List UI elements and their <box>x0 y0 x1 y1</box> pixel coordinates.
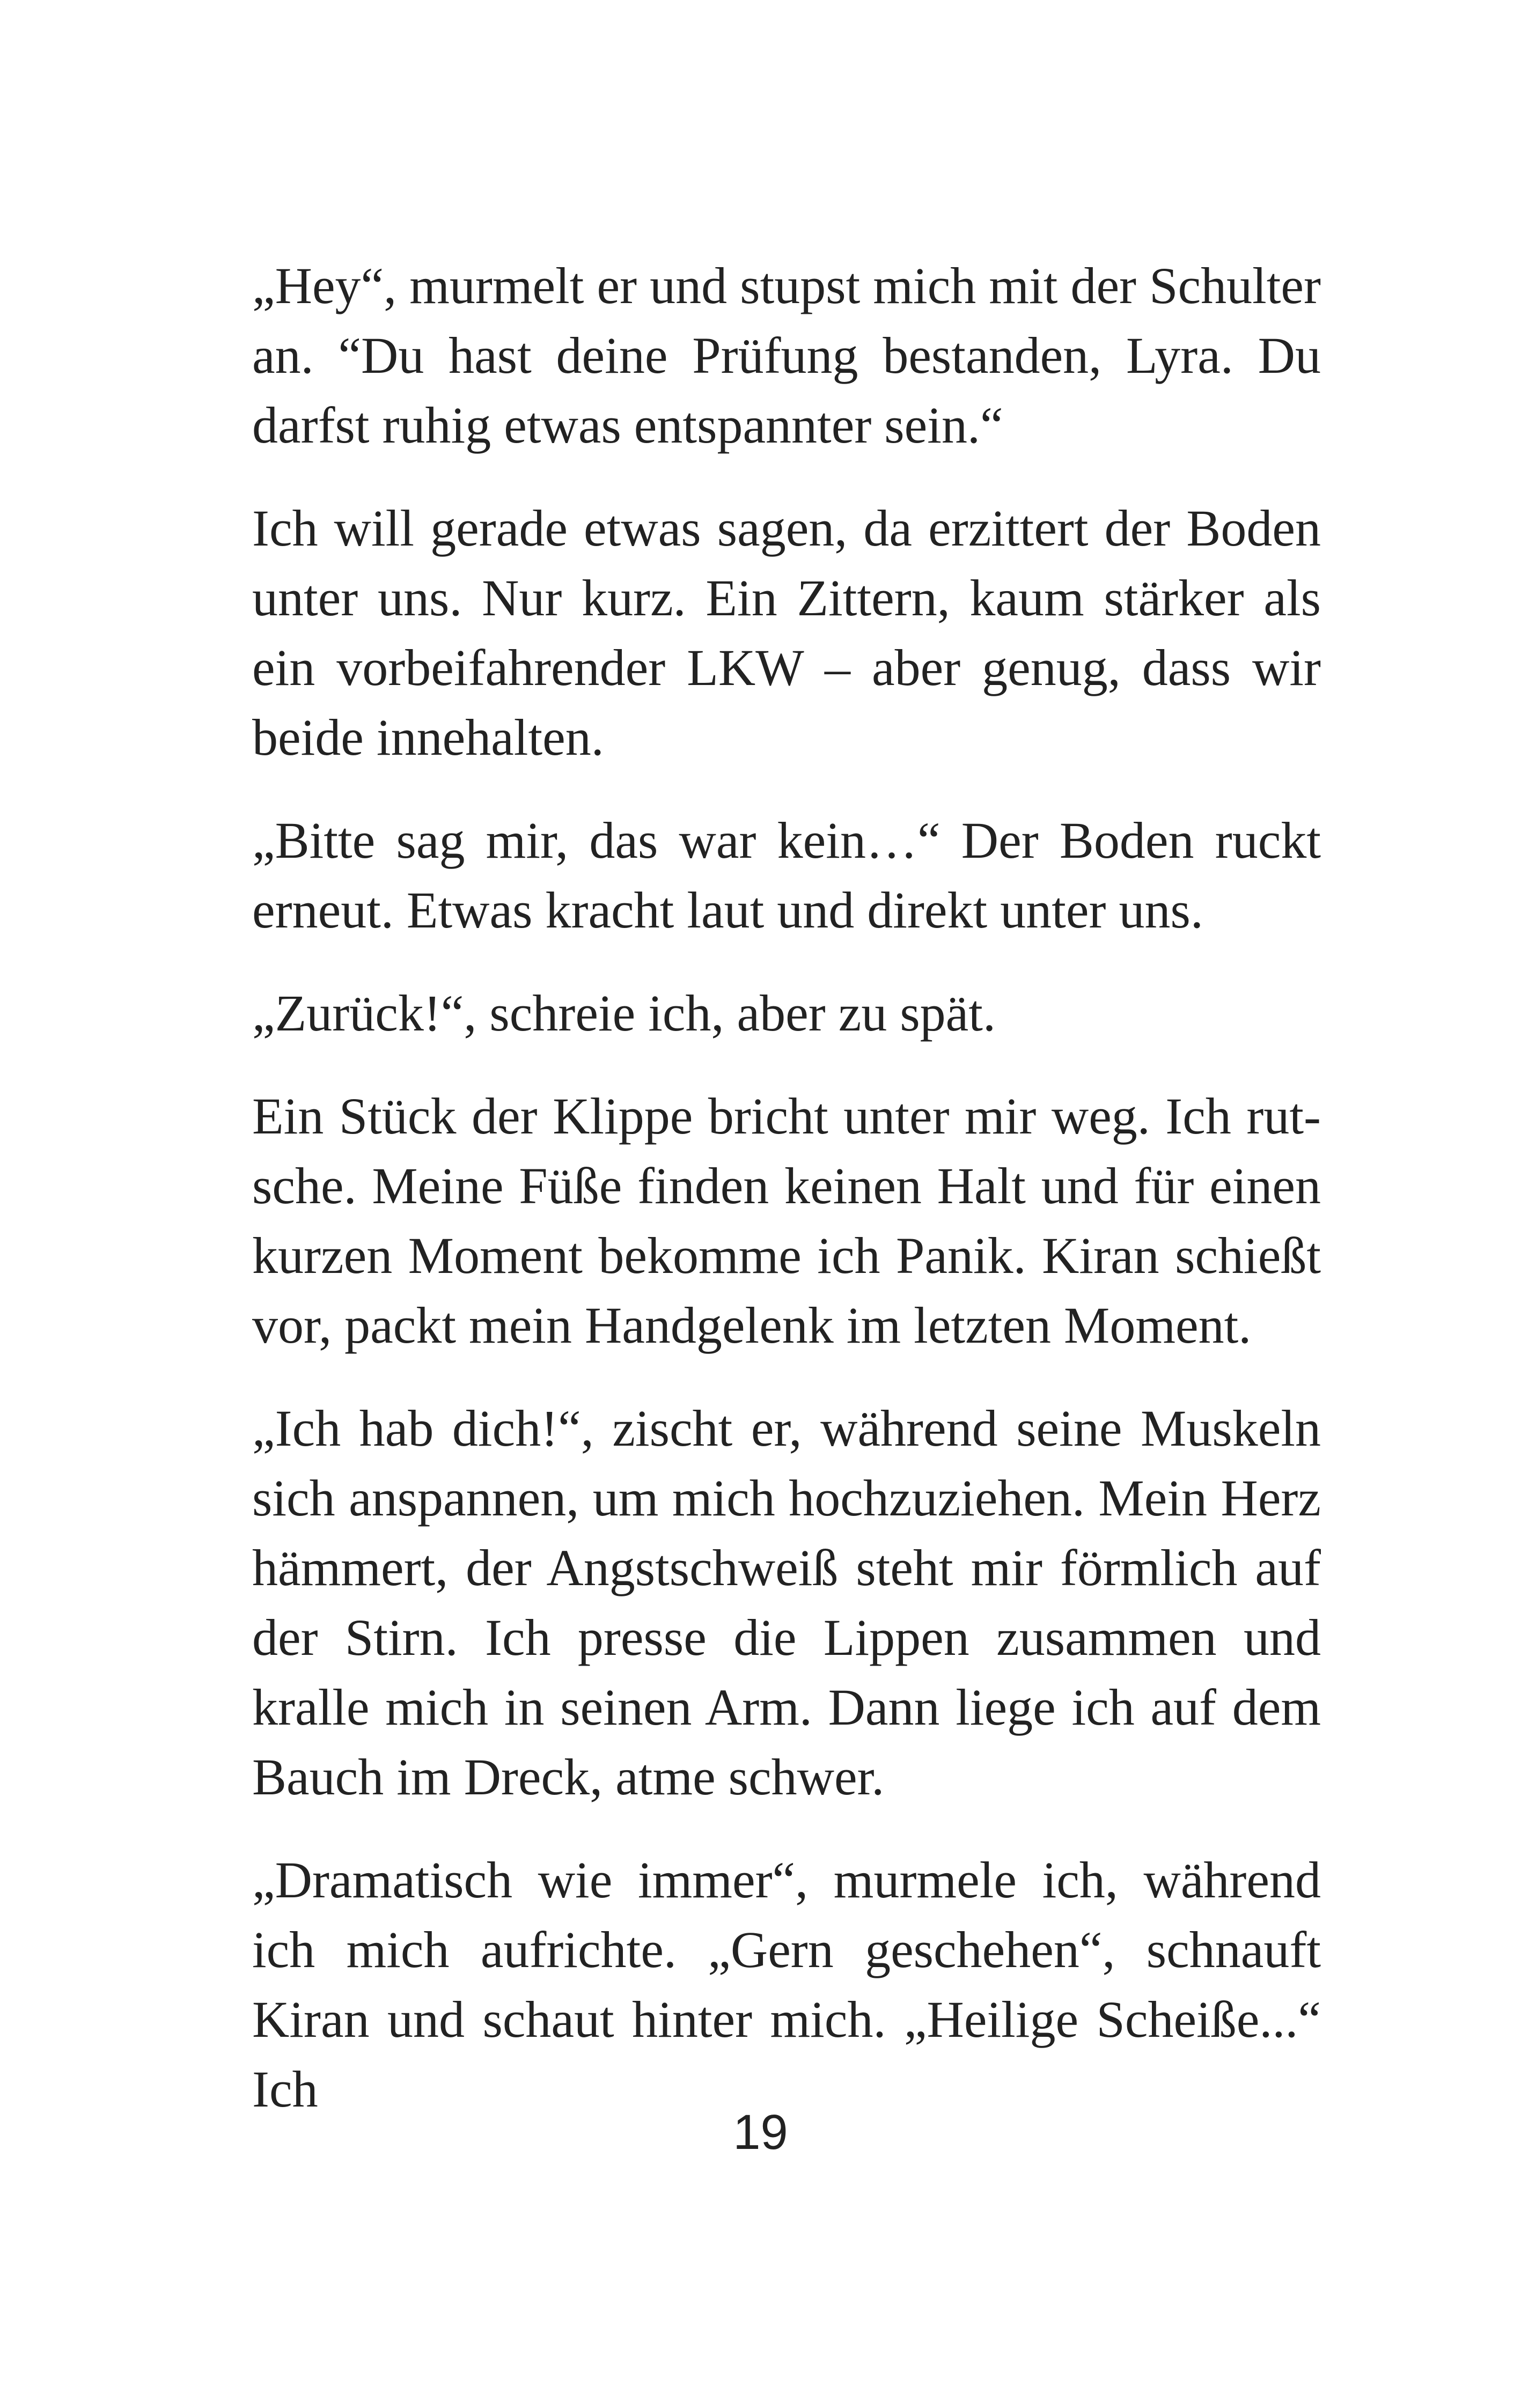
paragraph: „Ich hab dich!“, zischt er, während seine Muskeln sich anspannen, um mich hochzuziehen. Mein Herz hämmert, der Angstschweiß steht mir förmlich auf der Stirn. Ich presse die Lippen zusammen und kralle mich in seinen Arm. Dann liege ich auf dem Bauch im Dreck, atme schwer. <box>252 1400 1321 1806</box>
paragraph: Ein Stück der Klippe bricht unter mir weg. Ich rutsche. Meine Füße finden keinen Halt und für einen kurzen Moment bekomme ich Panik. Kiran schießt vor, packt mein Handgelenk im letzten Moment. <box>252 1087 1321 1354</box>
page-number: 19 <box>733 2105 788 2160</box>
paragraph: „Zurück!“, schreie ich, aber zu spät. <box>252 984 996 1042</box>
paragraph: Ich will gerade etwas sagen, da erzittert der Boden unter uns. Nur kurz. Ein Zittern, kaum stärker als ein vorbeifahrender LKW – aber genug, dass wir beide innehalten. <box>252 499 1321 766</box>
paragraph: „Bitte sag mir, das war kein…“ Der Boden ruckt erneut. Etwas kracht laut und direkt unter uns. <box>252 812 1321 939</box>
paragraph: „Hey“, murmelt er und stupst mich mit der Schulter an. “Du hast deine Prüfung bestanden, Lyra. Du darfst ruhig etwas entspannter sein.“ <box>252 257 1321 454</box>
body-text <box>252 251 1321 2124</box>
paragraph: „Dramatisch wie immer“, murmele ich, während ich mich aufrichte. „Gern geschehen“, schnauft Kiran und schaut hinter mich. „Heilige Scheiße...“ Ich <box>252 1851 1321 2118</box>
